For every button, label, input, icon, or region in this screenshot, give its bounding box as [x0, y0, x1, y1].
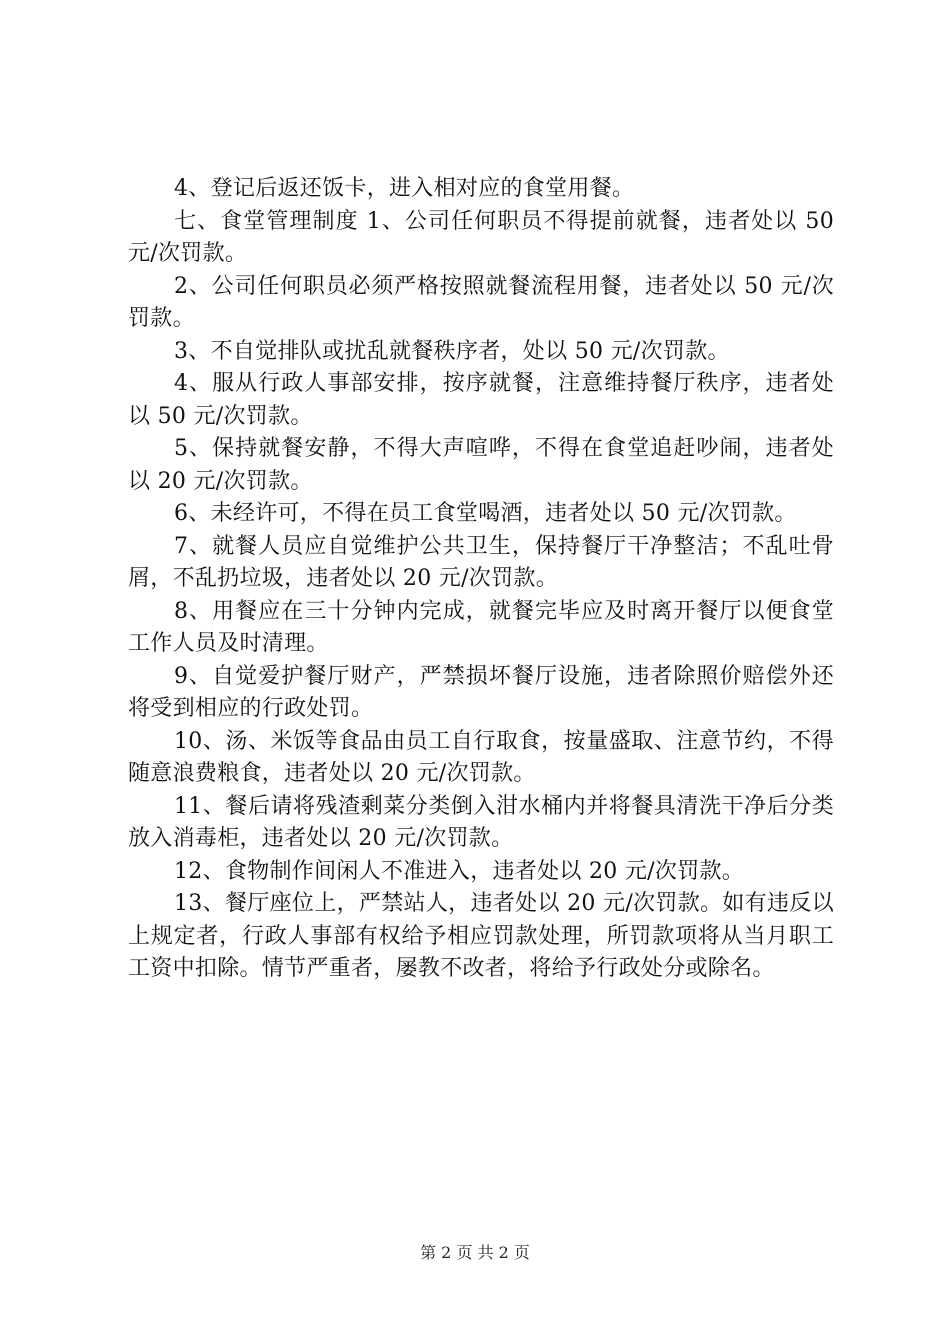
paragraph-4: 3、不自觉排队或扰乱就餐秩序者，处以 50 元/次罚款。	[174, 338, 730, 364]
paragraph-12: 11、餐后请将残渣剩菜分类倒入泔水桶内并将餐具清洗干净后分类放入消毒柜，违者处以 20 元/次罚款。	[128, 793, 834, 851]
paragraph-2: 七、食堂管理制度 1、公司任何职员不得提前就餐，违者处以 50 元/次罚款。	[128, 208, 834, 266]
paragraph-5: 4、服从行政人事部安排，按序就餐，注意维持餐厅秩序，违者处以 50 元/次罚款。	[128, 371, 834, 429]
paragraph-13: 12、食物制作间闲人不准进入，违者处以 20 元/次罚款。	[174, 858, 745, 884]
paragraph-1: 4、登记后返还饭卡，进入相对应的食堂用餐。	[174, 176, 635, 201]
page-footer: 第 2 页 共 2 页	[420, 1243, 530, 1262]
paragraph-6: 5、保持就餐安静，不得大声喧哗，不得在食堂追赶吵闹，违者处以 20 元/次罚款。	[128, 436, 834, 494]
document-body	[128, 173, 834, 986]
paragraph-10: 9、自觉爱护餐厅财产，严禁损坏餐厅设施，违者除照价赔偿外还将受到相应的行政处罚。	[128, 663, 834, 721]
paragraph-14: 13、餐厅座位上，严禁站人，违者处以 20 元/次罚款。如有违反以上规定者，行政人事部有权给予相应罚款处理，所罚款项将从当月职工工资中扣除。情节严重者，屡教不改者，将给予行政处分或除名。	[128, 891, 834, 981]
paragraph-11: 10、汤、米饭等食品由员工自行取食，按量盛取、注意节约，不得随意浪费粮食，违者处以 20 元/次罚款。	[128, 728, 834, 786]
paragraph-7: 6、未经许可，不得在员工食堂喝酒，违者处以 50 元/次罚款。	[174, 501, 797, 526]
paragraph-9: 8、用餐应在三十分钟内完成，就餐完毕应及时离开餐厅以便食堂工作人员及时清理。	[128, 598, 834, 656]
paragraph-8: 7、就餐人员应自觉维护公共卫生，保持餐厅干净整洁；不乱吐骨屑，不乱扔垃圾，违者处以 20 元/次罚款。	[128, 533, 834, 591]
paragraph-3: 2、公司任何职员必须严格按照就餐流程用餐，违者处以 50 元/次罚款。	[128, 273, 834, 331]
